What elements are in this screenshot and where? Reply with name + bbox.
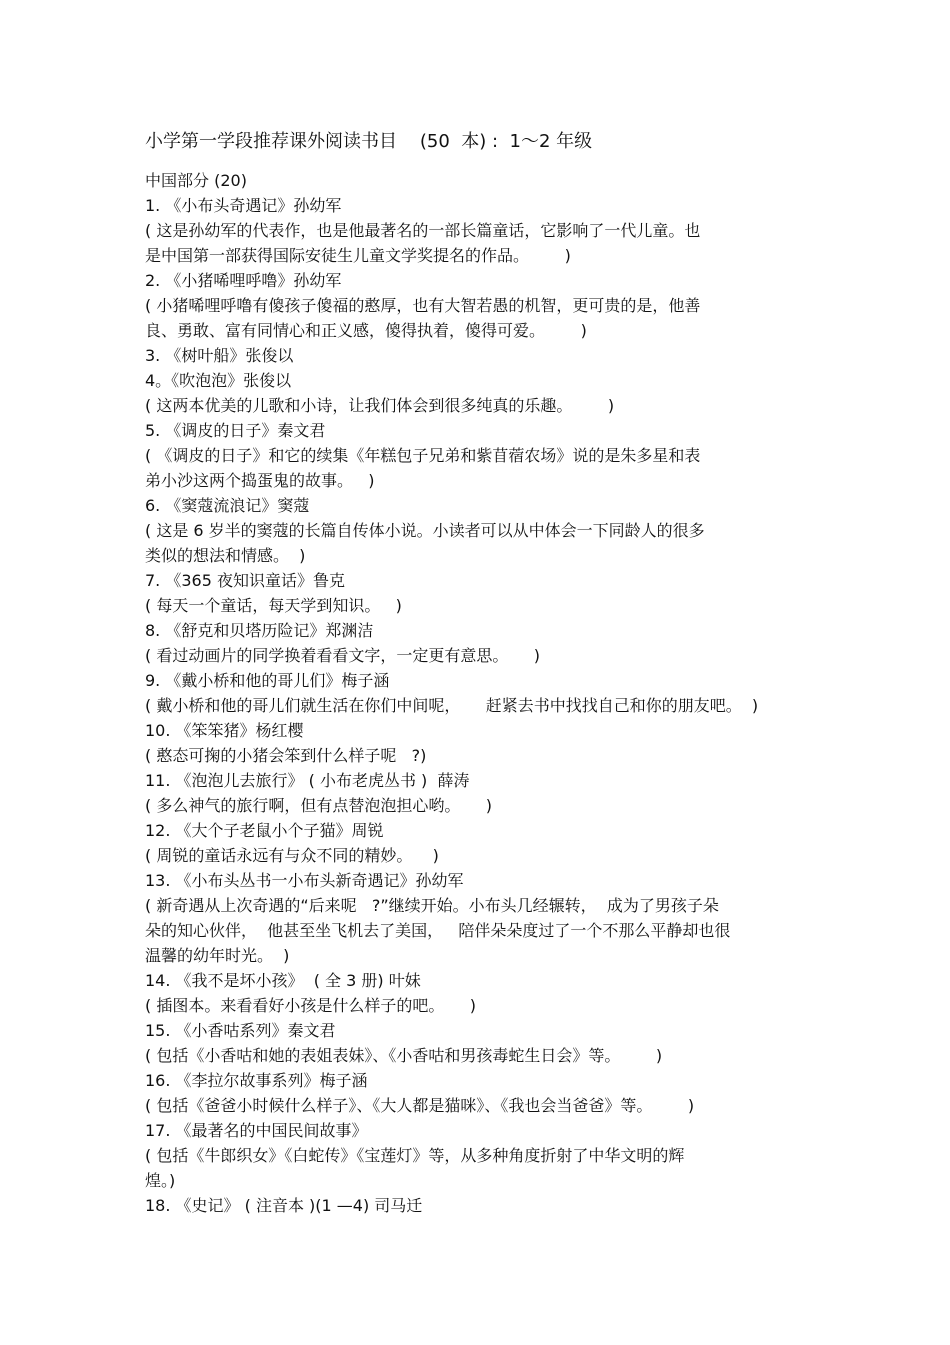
- book-title: 5. 《调皮的日子》秦文君: [145, 421, 326, 440]
- book-note: 弟小沙这两个捣蛋鬼的故事。 ): [145, 471, 375, 490]
- book-note: 良、勇敢、富有同情心和正义感，傻得执着，傻得可爱。 ): [145, 321, 587, 340]
- book-note: ( 小猪唏哩呼噜有傻孩子傻福的憨厚，也有大智若愚的机智，更可贵的是，他善: [145, 296, 701, 315]
- book-note: ( 《调皮的日子》和它的续集《年糕包子兄弟和紫苜蓿农场》说的是朱多星和表: [145, 446, 701, 465]
- list-item: [145, 968, 925, 1018]
- book-note: 是中国第一部获得国际安徒生儿童文学奖提名的作品。 ): [145, 246, 571, 265]
- book-title: 1. 《小布头奇遇记》孙幼军: [145, 196, 342, 215]
- list-item: [145, 418, 925, 493]
- book-note: ( 新奇遇从上次奇遇的“后来呢 ?”继续开始。小布头几经辗转， 成为了男孩子朵: [145, 896, 719, 915]
- book-list: [145, 193, 925, 1218]
- list-item: [145, 768, 925, 818]
- page-title: 小学第一学段推荐课外阅读书目 (50 本) : 1～2 年级: [145, 131, 593, 152]
- list-item: [145, 618, 925, 668]
- list-item: [145, 718, 925, 768]
- book-title: 12. 《大个子老鼠小个子猫》周锐: [145, 821, 384, 840]
- book-note: ( 多么神气的旅行啊，但有点替泡泡担心哟。 ): [145, 796, 493, 815]
- book-note: ( 包括《牛郎织女》《白蛇传》《宝莲灯》等，从多种角度折射了中华文明的辉: [145, 1146, 685, 1165]
- list-item: [145, 1018, 925, 1068]
- list-item: [145, 343, 925, 368]
- book-note: ( 憨态可掬的小猪会笨到什么样子呢 ?): [145, 746, 427, 765]
- book-title: 16. 《李拉尔故事系列》梅子涵: [145, 1071, 368, 1090]
- list-item: [145, 268, 925, 343]
- book-title: 6. 《窦蔻流浪记》窦蔻: [145, 496, 310, 515]
- list-item: [145, 193, 925, 268]
- book-note: ( 这是 6 岁半的窦蔻的长篇自传体小说。小读者可以从中体会一下同龄人的很多: [145, 521, 705, 540]
- book-note: ( 包括《爸爸小时候什么样子》、《大人都是猫咪》、《我也会当爸爸》等。 ): [145, 1096, 695, 1115]
- book-title: 7. 《365 夜知识童话》鲁克: [145, 571, 345, 590]
- list-item: [145, 818, 925, 868]
- book-title: 15. 《小香咕系列》秦文君: [145, 1021, 336, 1040]
- book-note: 朵的知心伙伴， 他甚至坐飞机去了美国， 陪伴朵朵度过了一个不那么平静却也很: [145, 921, 731, 940]
- list-item: [145, 1118, 925, 1193]
- book-note: ( 包括《小香咕和她的表姐表妹》、《小香咕和男孩毒蛇生日会》等。 ): [145, 1046, 663, 1065]
- book-title: 9. 《戴小桥和他的哥儿们》梅子涵: [145, 671, 390, 690]
- book-title: 17. 《最著名的中国民间故事》: [145, 1121, 368, 1140]
- list-item: [145, 668, 925, 718]
- book-title: 13. 《小布头丛书一小布头新奇遇记》孙幼军: [145, 871, 464, 890]
- book-note: ( 这是孙幼军的代表作，也是他最著名的一部长篇童话，它影响了一代儿童。也: [145, 221, 701, 240]
- list-item: [145, 1068, 925, 1118]
- list-item: [145, 1193, 925, 1218]
- section-heading: 中国部分 (20): [145, 171, 247, 190]
- book-title: 11. 《泡泡儿去旅行》 ( 小布老虎丛书 ) 薛涛: [145, 771, 470, 790]
- book-note: 温馨的幼年时光。 ): [145, 946, 290, 965]
- book-note: ( 看过动画片的同学换着看看文字，一定更有意思。 ): [145, 646, 541, 665]
- book-note: 类似的想法和情感。 ): [145, 546, 306, 565]
- book-title: 8. 《舒克和贝塔历险记》郑渊洁: [145, 621, 374, 640]
- book-title: 4。《吹泡泡》张俊以: [145, 371, 292, 390]
- book-note: ( 周锐的童话永远有与众不同的精妙。 ): [145, 846, 439, 865]
- list-item: [145, 568, 925, 618]
- book-note: ( 这两本优美的儿歌和小诗，让我们体会到很多纯真的乐趣。 ): [145, 396, 615, 415]
- list-item: [145, 868, 925, 968]
- book-note: ( 每天一个童话，每天学到知识。 ): [145, 596, 402, 615]
- list-item: [145, 368, 925, 418]
- book-title: 10. 《笨笨猪》杨红樱: [145, 721, 304, 740]
- book-note: ( 插图本。来看看好小孩是什么样子的吧。 ): [145, 996, 477, 1015]
- list-item: [145, 493, 925, 568]
- book-title: 14. 《我不是坏小孩》 ( 全 3 册) 叶妹: [145, 971, 421, 990]
- book-note: 煌。): [145, 1171, 176, 1190]
- book-title: 2. 《小猪唏哩呼噜》孙幼军: [145, 271, 342, 290]
- book-title: 18. 《史记》 ( 注音本 )(1 —4) 司马迁: [145, 1196, 423, 1215]
- book-title: 3. 《树叶船》张俊以: [145, 346, 294, 365]
- book-note: ( 戴小桥和他的哥儿们就生活在你们中间呢， 赶紧去书中找找自己和你的朋友吧。 ): [145, 696, 759, 715]
